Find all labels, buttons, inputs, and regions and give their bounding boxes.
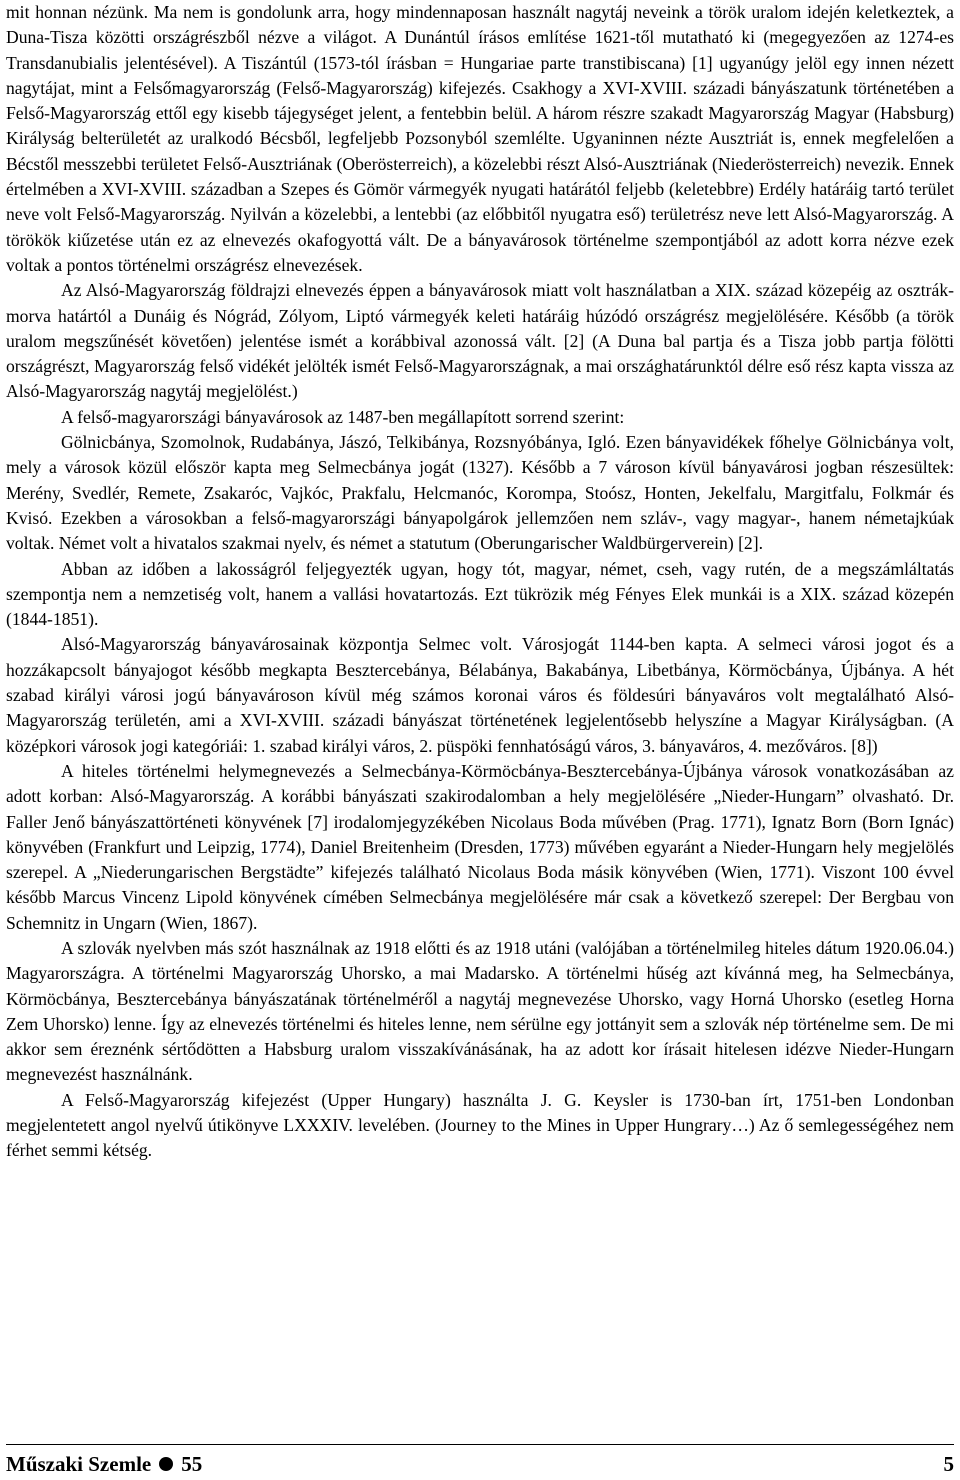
paragraph: mit honnan nézünk. Ma nem is gondolunk arra, hogy mindennaposan használt nagytáj neveink a török uralom idején keletkeztek, a Duna-Tisza közötti országrészből nézve a világot. A Dunántúl írásos említése 1621-től mutatható ki (megegyezően az 1274-es Transdanubialis jelentésével). A Tiszántúl (1573-tól írásban = Hungariae parte transtibiscana) [1] ugyanúgy jelöl egy innen nézett nagytájat, mint a Felsőmagyarország (Felső-Magyarország) kifejezés. Csakhogy a XVI-XVIII. századi bányászatunk történetében a Felső-Magyarország ettől egy kisebb tájegységet jelent, a fentebbin belül. A három részre szakadt Magyarország Magyar (Habsburg) Királyság belterületét az uralkodó Bécsből, legfeljebb Pozsonyból szemlélte. Ugyaninnen nézte Ausztriát is, ennek megfelelően a Bécstől messzebbi területet Felső-Ausztriának (Oberösterreich), a közelebbi részt Alsó-Ausztriának (Niederösterreich) nevezik. Ennek értelmében a XVI-XVIII. században a Szepes és Gömör vármegyék nyugati határától feljebb (keletebbre) Erdély határáig tartó terület neve volt Felső-Magyarország. Nyilván a közelebbi, a lentebbi (az előbbitől nyugatra eső) területrész neve lett Alsó-Magyarország. A törökök kiűzetése után ez az elnevezés okafogyottá vált. De a bányavárosok történelme szempontjából az adott korra nézve ezek voltak a pontos történelmi országrész elnevezések. — [6, 2, 954, 275]
paragraph: Alsó-Magyarország bányavárosainak központja Selmec volt. Városjogát 1144-ben kapta. A selmeci városi jogot és a hozzákapcsolt bányajogot később megkapta Besztercebánya, Bélabánya, Bakabánya, Libetbánya, Körmöcbánya, Újbánya. A hét szabad királyi városi jogú bányavároson kívül még számos koronai város és földesúri bányaváros volt megtalálható Alsó-Magyarország területén, ami a XVI-XVIII. századi bányászat történetének legjelentősebb helyszíne a Magyar Királyságban. (A középkori városok jogi kategóriái: 1. szabad királyi város, 2. püspöki fennhatóságú város, 3. bányaváros, 4. mezőváros. [8]) — [6, 634, 954, 756]
paragraph: A hiteles történelmi helymegnevezés a Selmecbánya-Körmöcbánya-Besztercebánya-Újbánya városok vonatkozásában az adott korban: Alsó-Magyarország. A korábbi bányászati szakirodalomban a hely megjelölésére „Nieder-Hungarn” olvasható. Dr. Faller Jenő bányászattörténeti könyvének [7] irodalomjegyzékében Nicolaus Boda művében (Prag. 1771), Ignatz Born (Born Ignác) könyvében (Frankfurt und Leipzig, 1774), Daniel Breitenheim (Dresden, 1773) művében egyaránt a Nieder-Hungarn hely megjelölés szerepel. A „Niederungarischen Bergstädte” kifejezés található Nicolaus Boda másik könyvében (Wien, 1771). Viszont 100 évvel később Marcus Vincenz Lipold könyvének címében Selmecbánya megjelölésére már csak a következő szerepel: Der Bergbau von Schemnitz in Ungarn (Wien, 1867). — [6, 760, 954, 933]
paragraph: Abban az időben a lakosságról feljegyezték ugyan, hogy tót, magyar, német, cseh, vagy rutén, de a megszámláltatás szempontja nem a nemzetiség volt, hanem a vallási hovatartozás. Ezt tükrözik még Fényes Elek munkái is a XIX. század közepén (1844-1851). — [6, 558, 954, 630]
paragraph: A szlovák nyelvben más szót használnak az 1918 előtti és az 1918 utáni (valójában a történelmileg hiteles dátum 1920.06.04.) Magyarországra. A történelmi Magyarország Uhorsko, a mai Madarsko. A történelmi hűség azt kívánná meg, ha Selmecbánya, Körmöcbánya, Besztercebánya bányászatának történelméről a nagytáj megnevezése Uhorsko, vagy Horná Uhorsko (esetleg Horna Zem Uhorsko) lenne. Így az elnevezés történelmi és hiteles lenne, nem sérülne egy jottányit sem a szlovák nép történelme sem. De mi akkor sem éreznénk sértődötten a Habsburg uralom visszakívánásának, ha az adott kor írásait hitelesen idézve Nieder-Hungarn megnevezést használnánk. — [6, 937, 954, 1085]
page-footer — [6, 1452, 954, 1476]
footer-divider — [6, 1444, 954, 1445]
page-number: 5 — [943, 1452, 954, 1476]
article-body — [6, 0, 954, 1164]
bullet-icon — [159, 1457, 173, 1471]
paragraph: A Felső-Magyarország kifejezést (Upper Hungary) használta J. G. Keysler is 1730-ban írt, 1751-ben Londonban megjelentetett angol nyelvű útikönyve LXXXIV. levelében. (Journey to the Mines in Upper Hungrary…) Az ő semlegességéhez nem férhet semmi kétség. — [6, 1089, 954, 1161]
journal-name: Műszaki Szemle — [6, 1452, 152, 1476]
paragraph: Gölnicbánya, Szomolnok, Rudabánya, Jászó, Telkibánya, Rozsnyóbánya, Igló. Ezen bányavidékek főhelye Gölnicbánya volt, mely a városok közül először kapta meg Selmecbánya jogát (1327). Később a 7 városon kívül bányavárosi jogban részesültek: Merény, Svedlér, Remete, Zsakaróc, Vajkóc, Prakfalu, Helcmanóc, Korompa, Stoósz, Honten, Jekelfalu, Margitfalu, Folkmár és Kvisó. Ezekben a városokban a felső-magyarországi bányapolgárok jellemzően nem szláv-, vagy magyar-, hanem németajkúak voltak. Német volt a hivatalos szakmai nyelv, és német a statutum (Oberungarischer Waldbürgerverein) [2]. — [6, 432, 954, 554]
paragraph: A felső-magyarországi bányavárosok az 1487-ben megállapított sorrend szerint: — [61, 406, 625, 427]
issue-number: 55 — [181, 1452, 203, 1476]
footer-journal-info — [6, 1452, 202, 1476]
paragraph: Az Alsó-Magyarország földrajzi elnevezés éppen a bányavárosok miatt volt használatban a XIX. század közepéig az osztrák-morva határtól a Dunáig és Nógrád, Zólyom, Liptó vármegyék keleti határáig húzódó országrész megjelölésére. Később (a török uralom megszűnését követően) jelentése ismét a korábbival azonossá vált. [2] (A Duna bal partja és a Tisza jobb partja fölötti országrészt, Magyarország felső vidékét jelölték ismét Felső-Magyarországnak, a mai országhatárunktól délre eső rész kapta vissza az Alsó-Magyarország nagytáj megjelölést.) — [6, 280, 954, 402]
